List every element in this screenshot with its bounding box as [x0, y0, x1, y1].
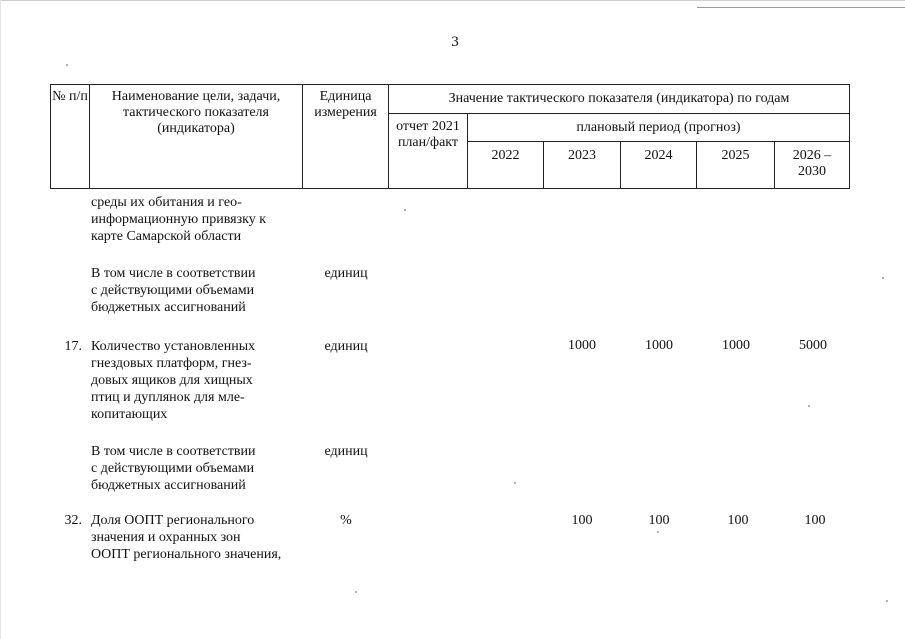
header-year-2024: 2024: [644, 148, 673, 163]
row-number: 32.: [64, 513, 82, 528]
scan-edge-left: [0, 0, 1, 639]
row-name-line: копитающих: [91, 407, 168, 422]
value-2023: 1000: [568, 338, 596, 353]
scan-speck: [808, 405, 810, 407]
row-name-line: бюджетных ассигнований: [91, 478, 246, 493]
value-2025: 100: [727, 513, 749, 528]
row-name-line: Количество установленных: [91, 339, 256, 354]
value-2024: 100: [648, 513, 670, 528]
row-name-line: гнездовых платформ, гнез-: [91, 356, 252, 371]
header-year-cell: [544, 142, 621, 189]
header-num-label: № п/п: [52, 89, 88, 104]
header-report-label: отчет 2021 план/факт: [396, 119, 460, 150]
header-year-2023: 2023: [568, 148, 596, 163]
page-number: 3: [451, 34, 459, 50]
scan-edge-top: [0, 0, 905, 1]
row-name-line: бюджетных ассигнований: [91, 300, 246, 315]
row-unit: единиц: [324, 444, 368, 459]
row-name-line: В том числе в соответствии: [91, 266, 256, 281]
header-unit-label: Единица измерения: [314, 89, 377, 120]
row-name: [91, 443, 298, 494]
header-plan-cell: [468, 114, 850, 142]
row-name-line: карте Самарской области: [91, 229, 242, 244]
header-unit-cell: [303, 85, 389, 189]
row-number: 17.: [64, 339, 82, 354]
row-name-line: с действующими объемами: [91, 461, 255, 476]
row-name-line: с действующими объемами: [91, 283, 255, 298]
header-year-cell: [621, 142, 697, 189]
header-year-2025: 2025: [721, 148, 750, 163]
row-name-line: значения и охранных зон: [91, 530, 241, 545]
row-name-line: среды их обитания и гео-: [91, 195, 242, 210]
scan-speck: [66, 64, 68, 66]
row-name: [91, 338, 298, 423]
header-year-cell: [775, 142, 850, 189]
row-name-line: ООПТ регионального значения,: [91, 547, 282, 562]
row-name: [91, 512, 298, 563]
header-year-2022: 2022: [491, 148, 520, 163]
value-2025: 1000: [722, 338, 750, 353]
row-name-line: птиц и дуплянок для мле-: [91, 390, 245, 405]
scan-speck: [514, 482, 516, 484]
header-year-cell: [468, 142, 544, 189]
header-name-label: Наименование цели, задачи, тактического показателя (индикатора): [111, 89, 281, 136]
value-2026-2030: 100: [804, 513, 826, 528]
header-report-cell: [389, 114, 468, 189]
row-name-line: довых ящиков для хищных: [91, 373, 253, 388]
row-name-line: Доля ООПТ регионального: [91, 513, 255, 528]
scan-edge-mark: [697, 7, 905, 8]
header-year-2026-2030: 2026 – 2030: [792, 148, 832, 179]
row-name-line: информационную привязку к: [91, 212, 267, 227]
row-unit: единиц: [324, 266, 368, 281]
row-unit: единиц: [324, 339, 368, 354]
scan-speck: [882, 277, 884, 279]
header-num-cell: [51, 85, 90, 189]
header-plan-label: плановый период (прогноз): [576, 120, 741, 135]
scan-speck: [657, 531, 659, 533]
value-2026-2030: 5000: [799, 338, 827, 353]
value-2023: 100: [571, 513, 593, 528]
header-name-cell: [90, 85, 303, 189]
value-2024: 1000: [645, 338, 673, 353]
row-unit: %: [340, 513, 352, 528]
header-values-label: Значение тактического показателя (индикатора) по годам: [448, 91, 790, 106]
row-name: [91, 265, 298, 316]
row-name: [91, 194, 298, 245]
row-name-line: В том числе в соответствии: [91, 444, 256, 459]
scan-speck: [886, 600, 888, 602]
scan-speck: [404, 209, 406, 211]
header-year-cell: [697, 142, 775, 189]
header-values-cell: [389, 85, 850, 114]
scan-speck: [355, 591, 357, 593]
table-header: [50, 84, 850, 189]
